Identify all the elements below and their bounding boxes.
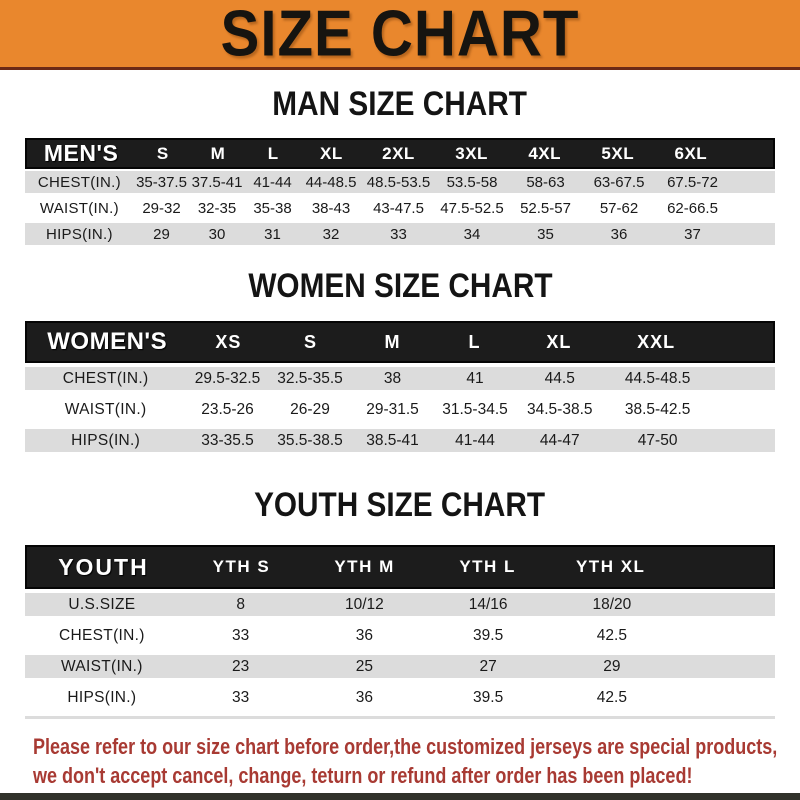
men-waist-row xyxy=(25,195,775,221)
men-col-s: S xyxy=(156,143,169,163)
size-cell: 57-62 xyxy=(599,199,639,217)
size-cell: 10/12 xyxy=(344,595,384,613)
size-cell: 36 xyxy=(355,688,373,706)
size-cell: 38-43 xyxy=(311,199,351,217)
women-table-header-bar xyxy=(25,321,775,363)
size-cell: 31 xyxy=(264,225,281,243)
women-chest-row xyxy=(25,363,775,394)
size-cell: 39.5 xyxy=(473,688,504,706)
size-cell: 33-35.5 xyxy=(201,431,254,449)
men-size-table xyxy=(25,138,775,247)
size-cell: 39.5 xyxy=(473,626,504,644)
size-cell: 33 xyxy=(232,688,250,706)
women-hips-label: HIPS(IN.) xyxy=(71,431,141,449)
youth-table-bottom-strip xyxy=(25,713,775,719)
size-cell: 35-37.5 xyxy=(136,173,187,191)
size-cell: 41 xyxy=(466,369,484,387)
men-col-6xl: 6XL xyxy=(674,143,708,163)
size-cell: 33 xyxy=(390,225,407,243)
size-cell: 29 xyxy=(153,225,170,243)
banner-title: SIZE CHART xyxy=(220,0,580,70)
men-col-2xl: 2XL xyxy=(382,143,415,163)
men-col-4xl: 4XL xyxy=(528,143,562,163)
size-cell: 18/20 xyxy=(592,595,632,613)
size-cell: 37.5-41 xyxy=(191,173,243,191)
youth-chest-row xyxy=(25,620,775,651)
youth-hips-label: HIPS(IN.) xyxy=(67,688,137,706)
women-col-l: L xyxy=(468,331,481,352)
women-col-s: S xyxy=(303,331,317,352)
size-cell: 38.5-41 xyxy=(366,431,419,449)
size-cell: 44.5-48.5 xyxy=(624,369,691,387)
disclaimer xyxy=(33,732,800,790)
size-cell: 27 xyxy=(479,657,497,675)
youth-hips-row xyxy=(25,682,775,713)
size-cell: 32 xyxy=(322,225,340,243)
men-col-m: M xyxy=(210,143,226,163)
size-cell: 38.5-42.5 xyxy=(624,400,691,418)
women-table-label: WOMEN'S xyxy=(47,328,168,355)
size-cell: 42.5 xyxy=(596,626,627,644)
women-hips-row xyxy=(25,425,775,456)
size-cell: 33 xyxy=(232,626,250,644)
banner xyxy=(0,0,800,70)
youth-col-m: YTH M xyxy=(334,557,395,576)
size-cell: 29.5-32.5 xyxy=(194,369,261,387)
disclaimer-line-2: we don't accept cancel, change, teturn or refund after order has been placed! xyxy=(33,763,693,788)
size-cell: 67.5-72 xyxy=(667,173,718,191)
size-cell: 31.5-34.5 xyxy=(442,400,508,418)
disclaimer-line-1: Please refer to our size chart before order,the customized jerseys are special products, xyxy=(33,734,778,759)
youth-col-xl: YTH XL xyxy=(575,557,646,576)
youth-ussize-label: U.S.SIZE xyxy=(68,595,136,613)
size-cell: 43-47.5 xyxy=(373,199,424,217)
men-hips-label: HIPS(IN.) xyxy=(45,225,113,243)
size-cell: 38 xyxy=(383,369,402,387)
size-cell: 23 xyxy=(232,657,250,675)
size-cell: 29-31.5 xyxy=(366,400,419,418)
women-col-m: M xyxy=(384,331,401,352)
women-col-xxl: XXL xyxy=(637,331,676,352)
size-cell: 32.5-35.5 xyxy=(277,369,343,387)
size-cell: 35 xyxy=(537,225,554,243)
women-chest-label: CHEST(IN.) xyxy=(62,369,149,387)
size-cell: 34.5-38.5 xyxy=(527,400,593,418)
size-cell: 41-44 xyxy=(455,431,495,449)
women-heading-text: WOMEN SIZE CHART xyxy=(247,266,553,305)
size-cell: 44-47 xyxy=(539,431,580,449)
men-col-xl: XL xyxy=(319,143,343,163)
youth-ussize-row xyxy=(25,589,775,620)
men-chest-row xyxy=(25,169,775,195)
size-cell: 29-32 xyxy=(142,199,181,217)
size-cell: 35.5-38.5 xyxy=(277,431,343,449)
women-col-xs: XS xyxy=(215,331,242,352)
men-section-heading xyxy=(0,86,800,122)
men-chest-label: CHEST(IN.) xyxy=(37,173,121,191)
youth-waist-row xyxy=(25,651,775,682)
size-cell: 37 xyxy=(684,225,701,243)
size-cell: 23.5-26 xyxy=(201,400,254,418)
women-size-table xyxy=(25,321,775,456)
size-cell: 47.5-52.5 xyxy=(440,199,504,217)
size-cell: 44-48.5 xyxy=(305,173,357,191)
men-col-5xl: 5XL xyxy=(601,143,635,163)
size-cell: 35-38 xyxy=(253,199,292,217)
men-waist-label: WAIST(IN.) xyxy=(39,199,119,217)
men-col-l: L xyxy=(267,143,279,163)
men-table-label: MEN'S xyxy=(43,140,119,166)
youth-size-table xyxy=(25,545,775,719)
size-cell: 48.5-53.5 xyxy=(366,173,431,191)
size-cell: 58-63 xyxy=(526,173,565,191)
youth-heading-text: YOUTH SIZE CHART xyxy=(254,485,546,524)
size-cell: 34 xyxy=(463,225,481,243)
men-table-header-bar xyxy=(25,138,775,169)
size-cell: 42.5 xyxy=(596,688,627,706)
youth-table-label: YOUTH xyxy=(58,553,149,580)
size-cell: 47-50 xyxy=(637,431,678,449)
size-cell: 36 xyxy=(610,225,628,243)
youth-chest-label: CHEST(IN.) xyxy=(59,626,145,644)
size-cell: 63-67.5 xyxy=(593,173,645,191)
size-cell: 8 xyxy=(236,595,245,613)
size-cell: 14/16 xyxy=(468,595,508,613)
women-waist-row xyxy=(25,394,775,425)
youth-section-heading xyxy=(0,487,800,523)
size-cell: 26-29 xyxy=(290,400,330,418)
size-cell: 53.5-58 xyxy=(446,173,498,191)
youth-col-l: YTH L xyxy=(459,557,516,576)
bottom-edge-strip xyxy=(0,793,800,800)
youth-waist-label: WAIST(IN.) xyxy=(61,657,143,675)
youth-col-s: YTH S xyxy=(212,557,271,576)
size-cell: 32-35 xyxy=(197,199,237,217)
size-cell: 41-44 xyxy=(253,173,292,191)
size-cell: 30 xyxy=(208,225,226,243)
size-cell: 25 xyxy=(355,657,373,675)
men-col-3xl: 3XL xyxy=(455,143,488,163)
size-cell: 44.5 xyxy=(544,369,575,387)
men-heading-text: MAN SIZE CHART xyxy=(272,84,528,123)
size-cell: 36 xyxy=(355,626,373,644)
women-col-xl: XL xyxy=(546,331,572,352)
size-cell: 62-66.5 xyxy=(667,199,718,217)
youth-table-header-bar xyxy=(25,545,775,589)
women-section-heading xyxy=(0,268,800,304)
women-waist-label: WAIST(IN.) xyxy=(64,400,147,418)
men-hips-row xyxy=(25,221,775,247)
size-cell: 52.5-57 xyxy=(520,199,571,217)
size-cell: 29 xyxy=(603,657,621,675)
